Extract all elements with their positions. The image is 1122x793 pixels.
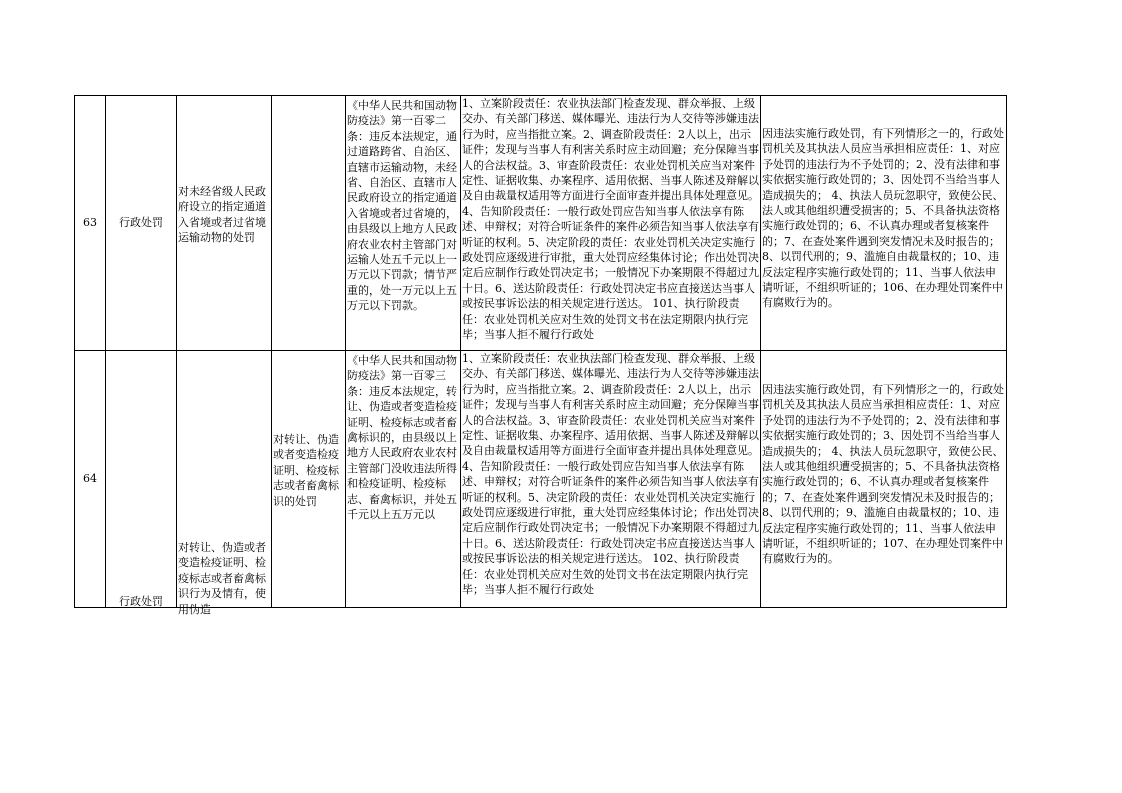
- row-64-subitem: 对转让、伪造或者变造检疫证明、检疫标志或者畜禽标识的处罚: [273, 433, 339, 508]
- row-63-legal-basis: 《中华人民共和国动物防疫法》第一百零二条：违反本法规定，通过道路跨省、自治区、直辖市运输动物，未经省、自治区、直辖市人民政府设立的指定通道入省境或者过省境的，由县级以上地方人民政府农业农村主管部门对运输人处五千元以上一万元以下罚款；情节严重的，处一万元以上五万元以下罚款。: [347, 99, 457, 313]
- row-64-number: 64: [83, 472, 97, 486]
- row-64-accountability: 因违法实施行政处罚，有下列情形之一的，行政处罚机关及其执法人员应当承担相应责任：1、对应予处罚的违法行为不予处罚的；2、没有法律和事实依据实施行政处罚的；3、因处罚不当给当事人造成损失的； 4、执法人员玩忽职守，致使公民、法人或其他组织遭受损害的；5、不具备执法资格实施行政处罚的；6、不认真办理或者复核案件的；7、在查处案件遇到突发情况未及时报告的；8、以罚代刑的；9、滥施自由裁量权的；10、违反法定程序实施行政处罚的；11、当事人依法申请听证，不组织听证的；107、在办理处罚案件中有腐败行为的。: [762, 383, 1004, 566]
- col-border-4: [345, 95, 346, 608]
- table-border-bottom: [74, 607, 1007, 608]
- row-63-accountability: 因违法实施行政处罚，有下列情形之一的，行政处罚机关及其执法人员应当承担相应责任：1、对应予处罚的违法行为不予处罚的；2、没有法律和事实依据实施行政处罚的；3、因处罚不当给当事人造成损失的； 4、执法人员玩忽职守，致使公民、法人或其他组织遭受损害的；5、不具备执法资格实施行政处罚的；6、不认真办理或者复核案件的；7、在查处案件遇到突发情况未及时报告的；8、以罚代刑的；9、滥施自由裁量权的；10、违反法定程序实施行政处罚的；11、当事人依法申请听证，不组织听证的；106、在办理处罚案件中有腐败行为的。: [762, 127, 1004, 310]
- row-63-responsibility: 1、立案阶段责任：农业执法部门检查发现、群众举报、上级交办、有关部门移送、媒体曝光、违法行为人交待等涉嫌违法行为时，应当指批立案。2、调查阶段责任：2人以上，出示证件；发现与当事人有利害关系时应主动回避；充分保障当事人的合法权益。3、审查阶段责任：农业处罚机关应当对案件定性、证据收集、办案程序、适用依据、当事人陈述及辩解以及自由裁量权适用等方面进行全面审查并提出具体处理意见。4、告知阶段责任：一般行政处罚应告知当事人依法享有陈述、申辩权；对符合听证条件的案件必须告知当事人依法享有听证的权利。5、决定阶段的责任：农业处罚机关决定实施行政处罚应逐级进行审批，重大处罚应经集体讨论；作出处罚决定后应制作行政处罚决定书；一般情况下办案期限不得超过九十日。6、送达阶段责任：行政处罚决定书应直接送达当事人或按民事诉讼法的相关规定进行送达。 101、执行阶段责任：农业处罚机关应对生效的处罚文书在法定期限内执行完毕；当事人拒不履行行政处: [462, 97, 759, 342]
- row-64-item: 对转让、伪造或者变造检疫证明、检疫标志或者畜禽标识行为及情有，使用伪造: [178, 541, 266, 616]
- col-border-6: [760, 95, 761, 608]
- row-63-item: 对未经省级人民政府设立的指定通道入省境或者过省境运输动物的处罚: [178, 185, 266, 245]
- row-64-responsibility: 1、立案阶段责任：农业执法部门检查发现、群众举报、上级交办、有关部门移送、媒体曝光、违法行为人交待等涉嫌违法行为时，应当指批立案。2、调查阶段责任：2人以上，出示证件；发现与当事人有利害关系时应主动回避；充分保障当事人的合法权益。3、审查阶段责任：农业处罚机关应当对案件定性、证据收集、办案程序、适用依据、当事人陈述及辩解以及自由裁量权适用等方面进行全面审查并提出具体处理意见。4、告知阶段责任：一般行政处罚应告知当事人依法享有陈述、申辩权；对符合听证条件的案件必须告知当事人依法享有听证的权利。5、决定阶段的责任：农业处罚机关决定实施行政处罚应逐级进行审批，重大处罚应经集体讨论；作出处罚决定后应制作行政处罚决定书；一般情况下办案期限不得超过九十日。6、送达阶段责任：行政处罚决定书应直接送达当事人或按民事诉讼法的相关规定进行送达。 102、执行阶段责任：农业处罚机关应对生效的处罚文书在法定期限内执行完毕；当事人拒不履行行政处: [462, 352, 759, 597]
- row-64-legal-basis: 《中华人民共和国动物防疫法》第一百零三条：违反本法规定，转让、伪造或者变造检疫证明、检疫标志或者畜禽标识的，由县级以上地方人民政府农业农村主管部门没收违法所得和检疫证明、检疫标志、畜禽标识，并处五千元以上五万元以: [347, 354, 457, 522]
- col-border-2: [176, 95, 177, 608]
- row-63-category: 行政处罚: [119, 216, 163, 230]
- row-63-subitem: [272, 96, 345, 350]
- col-border-7: [1006, 95, 1007, 608]
- row-63-number: 63: [83, 216, 97, 230]
- col-border-5: [460, 95, 461, 608]
- row-64-category: 行政处罚: [119, 595, 163, 608]
